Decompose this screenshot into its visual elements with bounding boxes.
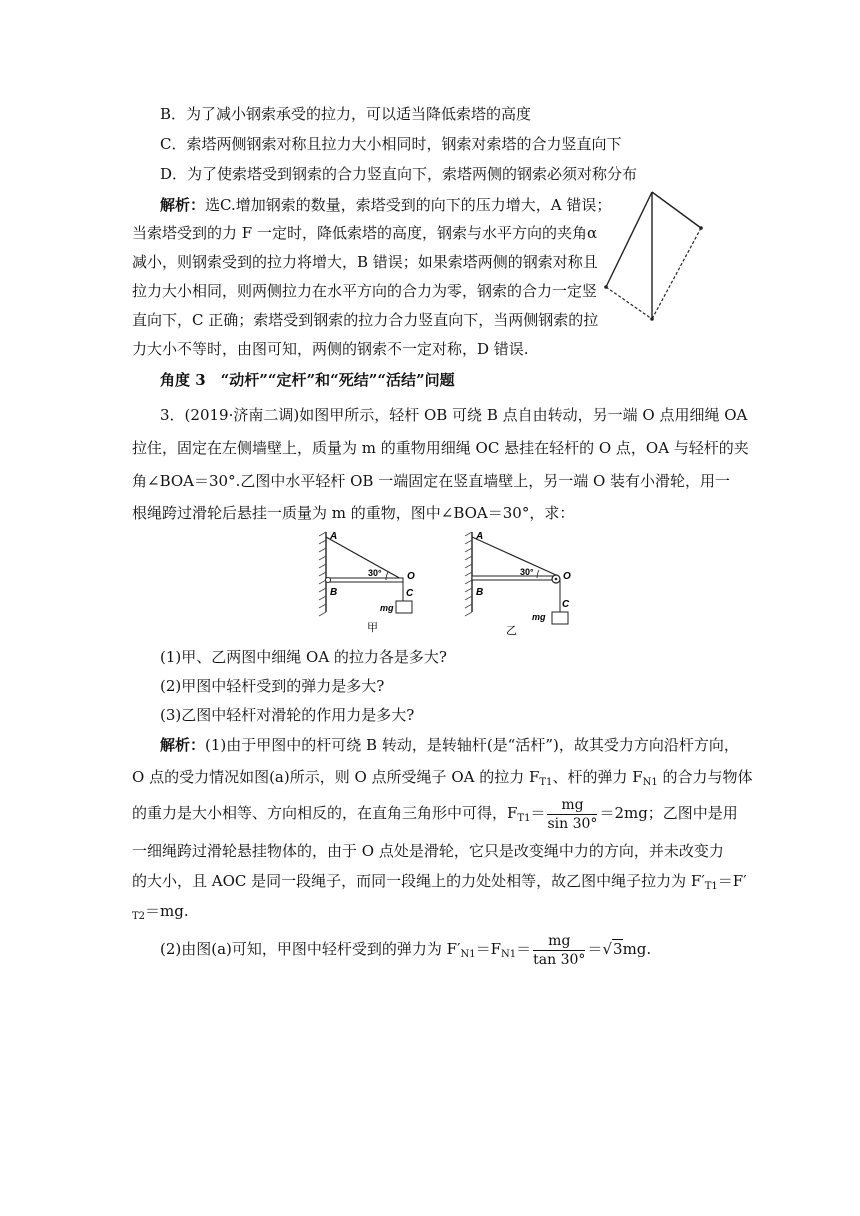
fig-angle: 30° (520, 567, 534, 577)
tower-force-diagram (600, 188, 710, 328)
fig-caption-jia: 甲 (367, 622, 378, 634)
analysis2-line-4: 一细绳跨过滑轮悬挂物体的，由于 O 点处是滑轮，它只是改变绳中力的方向，并未改变力 (132, 842, 724, 860)
analysis-line-3: 减小，则钢索受到的拉力将增大，B 错误；如果索塔两侧的钢索对称且 (132, 253, 598, 271)
problem-line-4: 根绳跨过滑轮后悬挂一质量为 m 的重物，图中∠BOA＝30°，求： (132, 504, 575, 522)
analysis-line-1: 解析：选C.增加钢索的数量，索塔受到的向下的压力增大，A 错误； (160, 196, 612, 214)
analysis2-line-7: (2)由图(a)可知，甲图中轻杆受到的弹力为 $F'_{N1}=F_{N1}=$ $\frac{mg}{\tan 30^\circ}$ ＝√3mg. (160, 932, 652, 968)
fraction-sin: $\frac{mg}{\sin 30^\circ}$ (547, 796, 598, 832)
figure-jia (316, 528, 436, 638)
question-3: (3)乙图中轻杆对滑轮的作用力是多大? (160, 706, 415, 724)
section-heading: 角度 3 “动杆”“定杆”和“死结”“活结”问题 (160, 371, 455, 389)
analysis-line-6: 力大小不等时，由图可知，两侧的钢索不一定对称，D 错误. (132, 340, 529, 358)
analysis2-line-3: 的重力是大小相等、方向相反的，在直角三角形中可得，$F_{T1}=$ $\frac{mg}{\sin 30^\circ}$ ＝2mg；乙图中是用 (132, 796, 738, 832)
fig-weight: mg (380, 603, 394, 613)
option-b: B．为了减小钢索承受的拉力，可以适当降低索塔的高度 (160, 105, 532, 123)
fig-label-b: B (476, 587, 484, 598)
analysis2-line-1: 解析：(1)由于甲图中的杆可绕 B 转动，是转轴杆(是“活杆”)，故其受力方向沿杆方向， (160, 736, 739, 754)
fig-label-a: A (476, 531, 484, 542)
fig-label-o: O (563, 571, 571, 582)
fraction-tan: $\frac{mg}{\tan 30^\circ}$ (533, 932, 586, 968)
problem-line-2: 拉住，固定在左侧墙壁上，质量为 m 的重物用细绳 OC 悬挂在轻杆的 O 点，OA 与轻杆的夹 (132, 439, 749, 457)
sqrt-sign: √ (602, 940, 613, 958)
question-2: (2)甲图中轻杆受到的弹力是多大? (160, 677, 385, 695)
fig-label-a: A (330, 531, 338, 542)
analysis-line-2: 当索塔受到的力 F 一定时，降低索塔的高度，钢索与水平方向的夹角α (132, 224, 598, 242)
problem-line-1: 3．(2019·济南二调)如图甲所示，轻杆 OB 可绕 B 点自由转动，另一端 O 点用细绳 OA (160, 406, 748, 424)
analysis-line-5: 直向下，C 正确；索塔受到钢索的拉力合力竖直向下，当两侧钢索的拉 (132, 311, 599, 329)
question-1: (1)甲、乙两图中细绳 OA 的拉力各是多大? (160, 648, 447, 666)
fig-label-c: C (562, 599, 570, 610)
problem-line-3: 角∠BOA＝30°.乙图中水平轻杆 OB 一端固定在竖直墙壁上，另一端 O 装有小滑轮，用一 (132, 472, 731, 490)
option-d: D．为了使索塔受到钢索的合力竖直向下，索塔两侧的钢索必须对称分布 (160, 165, 638, 183)
fig-label-b: B (330, 587, 338, 598)
fig-label-o: O (407, 571, 415, 582)
analysis-label: 解析： (160, 196, 206, 214)
analysis2-line-2: O 点的受力情况如图(a)所示，则 O 点所受绳子 OA 的拉力 $F_{T1}$、杆的弹力 $F_{N1}$ 的合力与物体 (132, 768, 753, 788)
fig-caption-yi: 乙 (506, 625, 517, 637)
option-c: C．索塔两侧钢索对称且拉力大小相同时，钢索对索塔的合力竖直向下 (160, 135, 622, 153)
analysis2-line-5: 的大小，且 AOC 是同一段绳子，而同一段绳上的力处处相等，故乙图中绳子拉力为 $F'_{T1}=F'$ (132, 872, 747, 892)
figure-yi (462, 528, 582, 638)
fig-weight: mg (532, 612, 546, 622)
fig-angle: 30° (368, 568, 382, 578)
analysis2-line-6: $_{T2}$＝mg. (132, 902, 189, 922)
analysis-label: 解析： (160, 736, 206, 754)
analysis-line-4: 拉力大小相同，则两侧拉力在水平方向的合力为零，钢索的合力一定竖 (132, 282, 598, 300)
fig-label-c: C (406, 588, 414, 599)
